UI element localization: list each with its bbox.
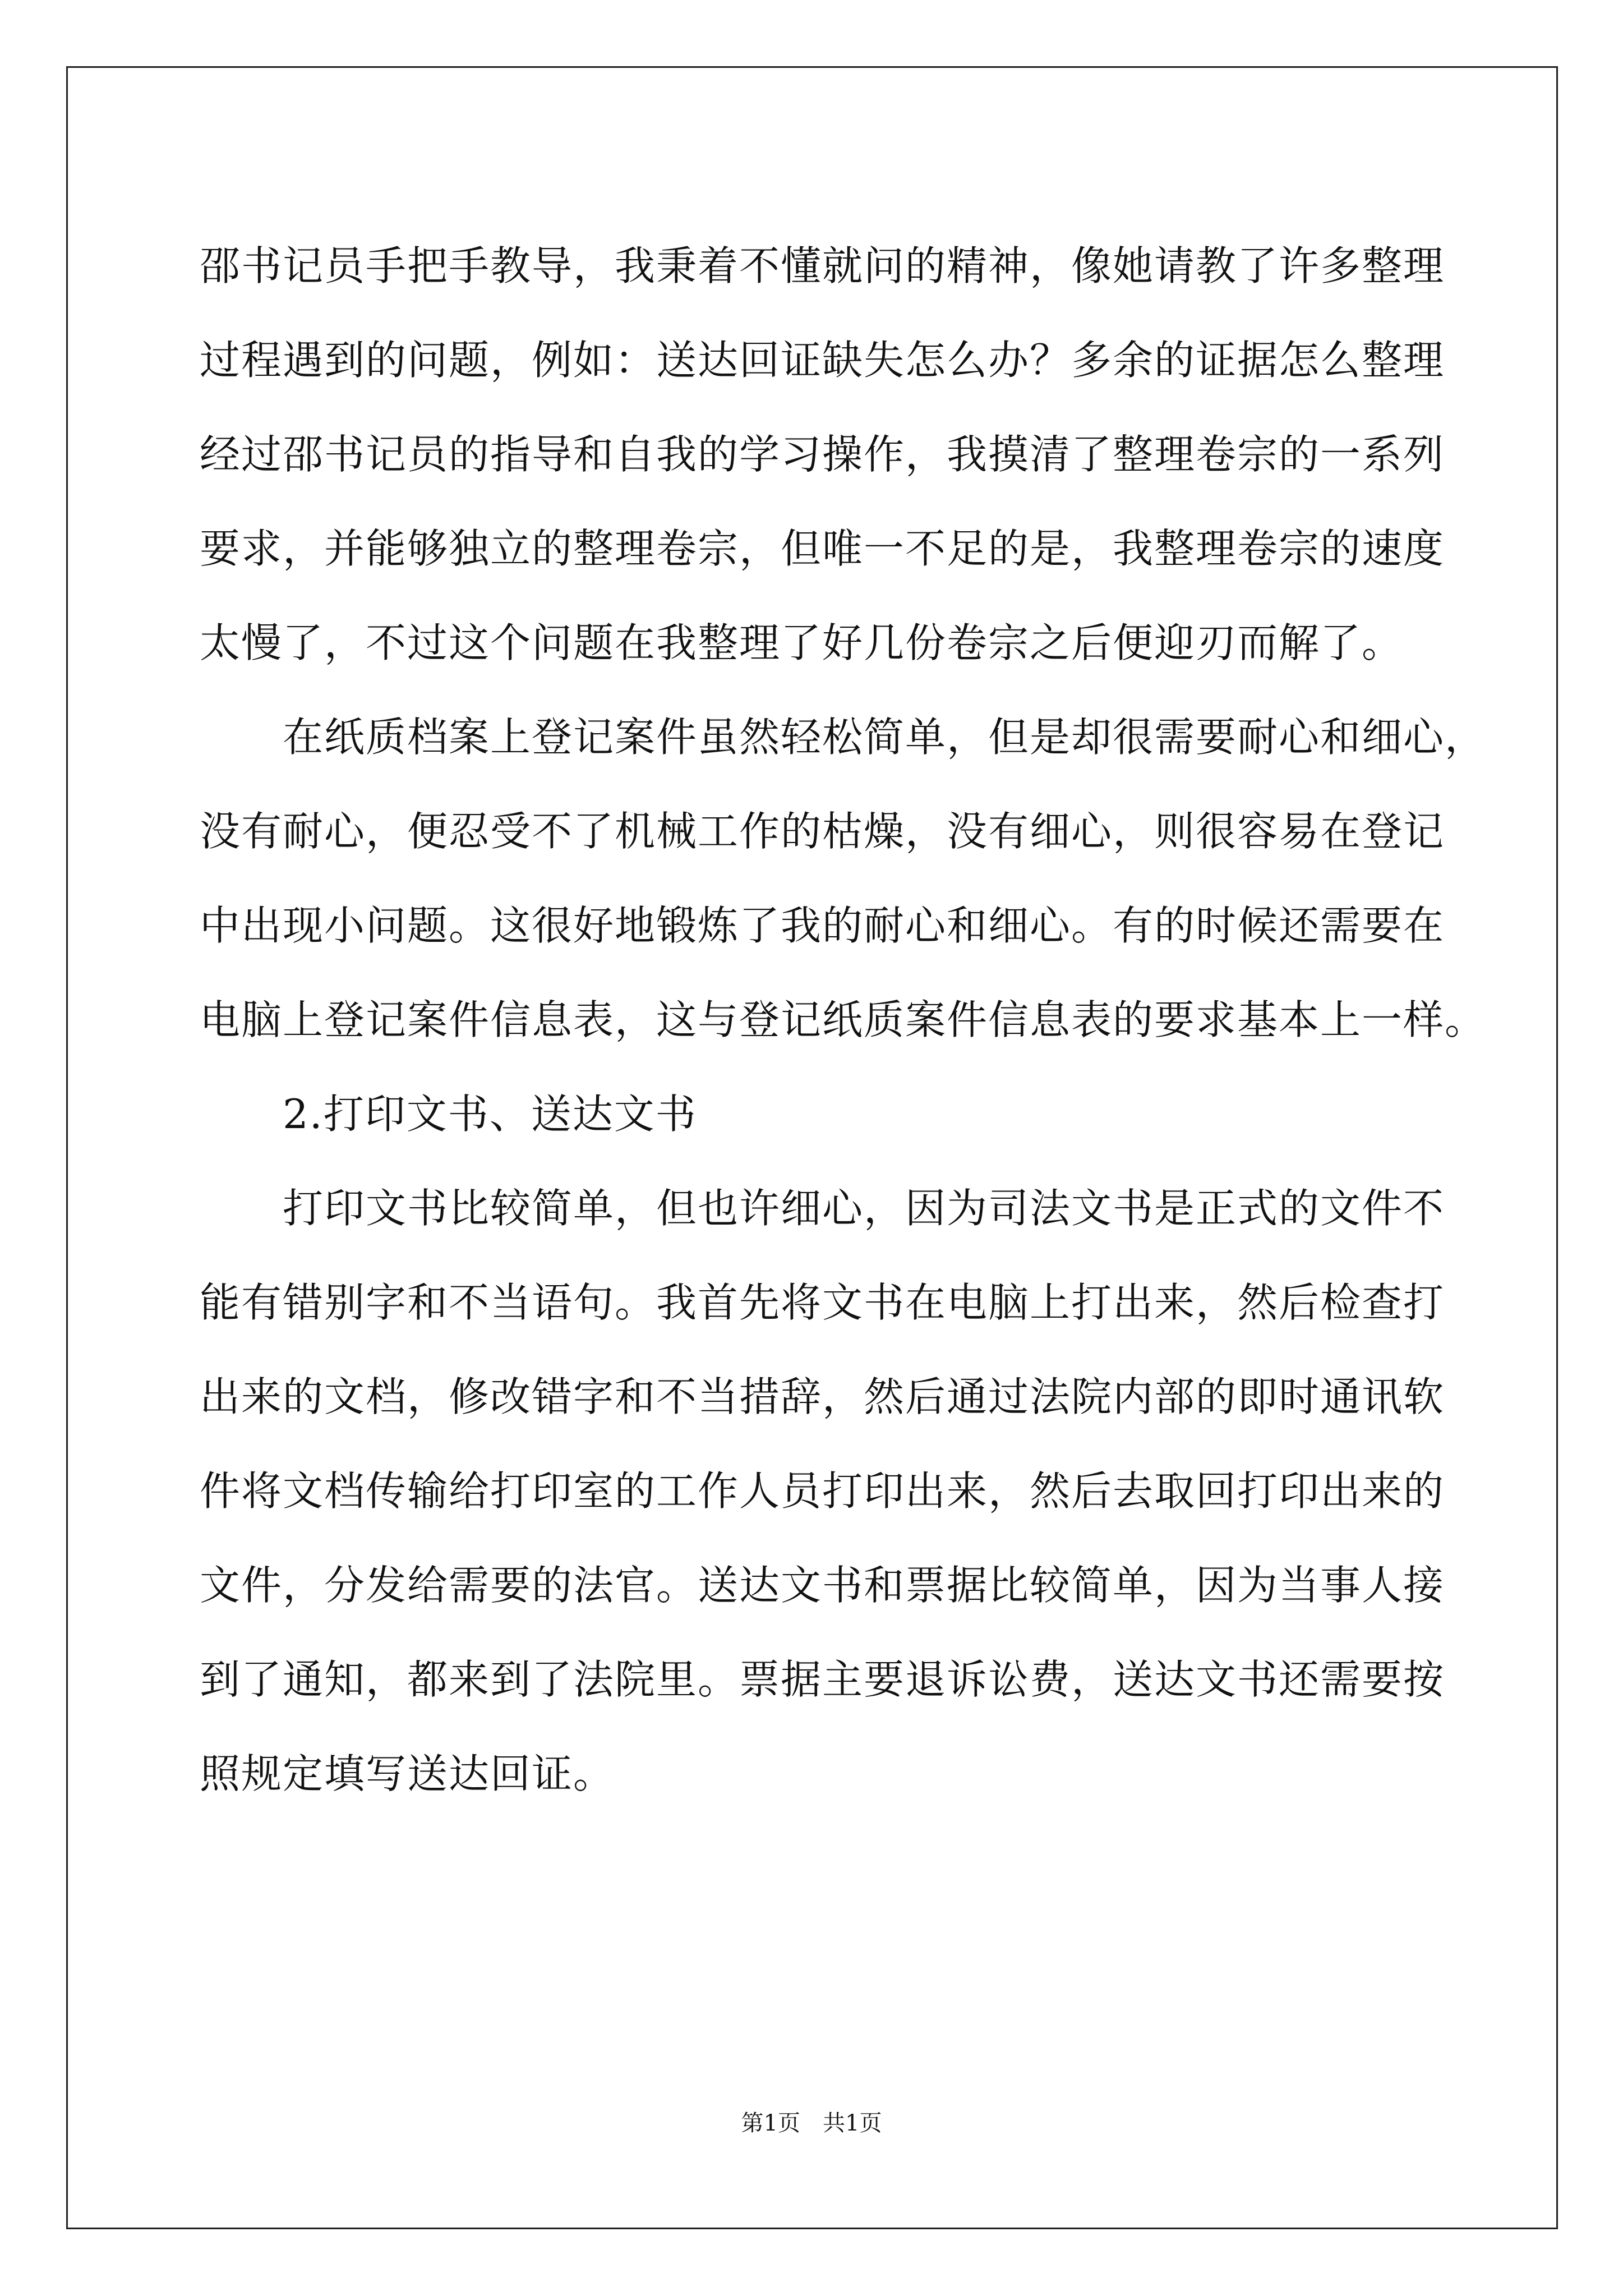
text-line: 太慢了，不过这个问题在我整理了好几份卷宗之后便迎刃而解了。 (200, 619, 1404, 666)
page-total: 共1页 (823, 2110, 882, 2136)
text-line: 2.打印文书、送达文书 (283, 1091, 697, 1138)
text-line: 件将文档传输给打印室的工作人员打印出来，然后去取回打印出来的 (200, 1467, 1445, 1515)
page-footer (0, 2109, 1623, 2137)
text-line: 到了通知，都来到了法院里。票据主要退诉讼费，送达文书还需要按 (200, 1656, 1445, 1703)
text-line: 电脑上登记案件信息表，这与登记纸质案件信息表的要求基本上一样。 (200, 996, 1487, 1043)
text-line: 打印文书比较简单，但也许细心，因为司法文书是正式的文件不 (283, 1185, 1445, 1232)
document-body (200, 219, 1487, 1821)
page-number: 第1页 (741, 2110, 800, 2136)
text-line: 在纸质档案上登记案件虽然轻松简单，但是却很需要耐心和细心， (283, 714, 1487, 761)
text-line: 要求，并能够独立的整理卷宗，但唯一不足的是，我整理卷宗的速度 (200, 525, 1445, 572)
text-line: 文件，分发给需要的法官。送达文书和票据比较简单，因为当事人接 (200, 1562, 1445, 1609)
text-line: 邵书记员手把手教导，我秉着不懂就问的精神，像她请教了许多整理 (200, 242, 1445, 289)
text-line: 出来的文档，修改错字和不当措辞，然后通过法院内部的即时通讯软 (200, 1373, 1445, 1420)
text-line: 没有耐心，便忍受不了机械工作的枯燥，没有细心，则很容易在登记 (200, 808, 1445, 855)
text-line: 过程遇到的问题，例如：送达回证缺失怎么办？多余的证据怎么整理 (200, 337, 1445, 384)
text-line: 照规定填写送达回证。 (200, 1750, 615, 1797)
text-line: 中出现小问题。这很好地锻炼了我的耐心和细心。有的时候还需要在 (200, 902, 1445, 949)
text-line: 经过邵书记员的指导和自我的学习操作，我摸清了整理卷宗的一系列 (200, 431, 1445, 478)
text-line: 能有错别字和不当语句。我首先将文书在电脑上打出来，然后检查打 (200, 1279, 1445, 1326)
